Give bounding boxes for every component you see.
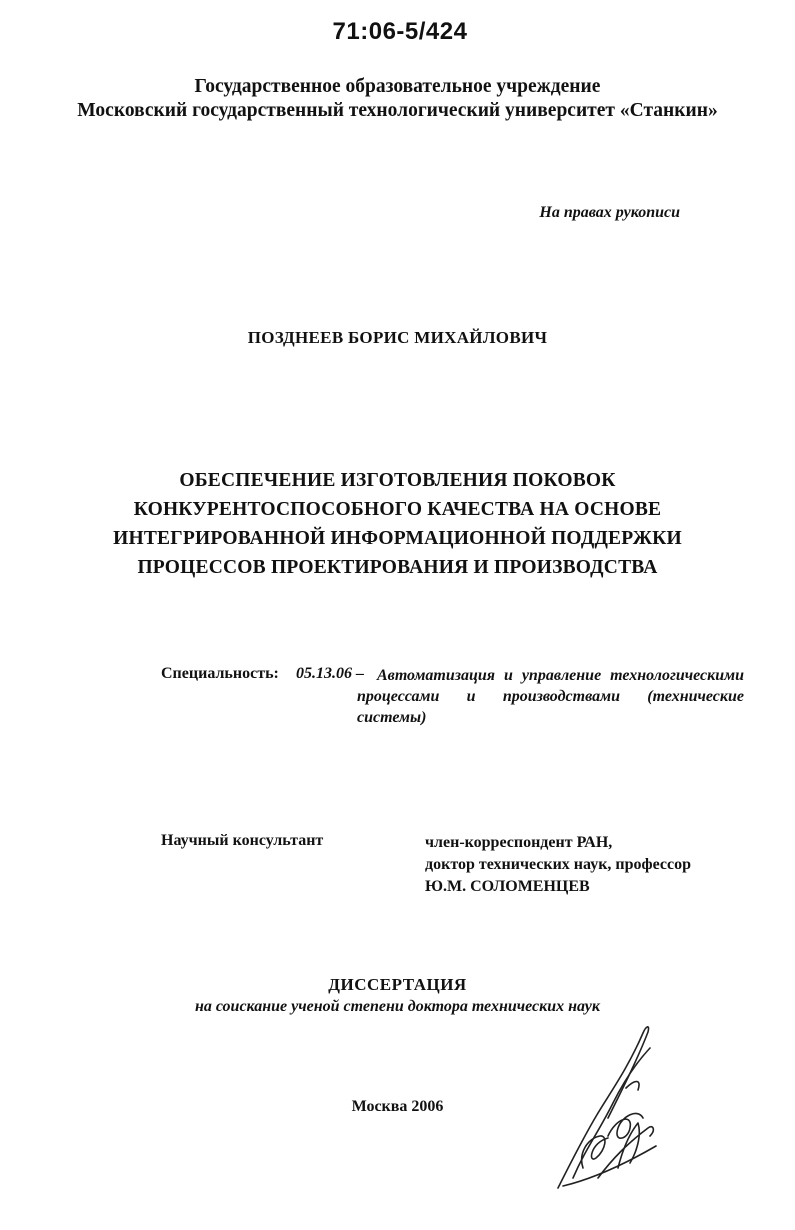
specialty-label: Специальность:: [161, 665, 279, 682]
title-line: ОБЕСПЕЧЕНИЕ ИЗГОТОВЛЕНИЯ ПОКОВОК: [179, 470, 616, 491]
degree-purpose: на соискание ученой степени доктора технических наук: [194, 998, 601, 1015]
title-line: ПРОЦЕССОВ ПРОЕКТИРОВАНИЯ И ПРОИЗВОДСТВА: [137, 557, 658, 578]
institution-line-1: Государственное образовательное учреждение: [194, 76, 601, 97]
consultant-name: Ю.М. СОЛОМЕНЦЕВ: [425, 878, 590, 895]
dissertation-title: [0, 466, 795, 582]
specialty-description: [357, 665, 744, 728]
city-year: Москва 2006: [351, 1098, 444, 1115]
archive-code: 71:06-5/424: [332, 18, 468, 45]
title-line: КОНКУРЕНТОСПОСОБНОГО КАЧЕСТВА НА ОСНОВЕ: [133, 499, 662, 520]
specialty-description-text: Автоматизация и управление технологическими процессами и производствами (технические системы): [357, 667, 744, 726]
author-name: ПОЗДНЕЕВ БОРИС МИХАЙЛОВИЧ: [247, 328, 548, 347]
document-type: ДИССЕРТАЦИЯ: [328, 975, 467, 994]
consultant-degree: доктор технических наук, профессор: [425, 856, 692, 873]
manuscript-rights-note: На правах рукописи: [539, 204, 680, 221]
consultant-label: Научный консультант: [161, 832, 324, 849]
institution-name: [0, 75, 795, 123]
institution-line-2: Московский государственный технологический университет «Станкин»: [77, 100, 718, 121]
title-line: ИНТЕГРИРОВАННОЙ ИНФОРМАЦИОННОЙ ПОДДЕРЖКИ: [113, 528, 682, 549]
consultant-title: член-корреспондент РАН,: [425, 834, 613, 851]
handwritten-signature-icon: [538, 1018, 668, 1193]
specialty-code: 05.13.06 –: [296, 665, 364, 682]
consultant-info: [425, 832, 691, 898]
